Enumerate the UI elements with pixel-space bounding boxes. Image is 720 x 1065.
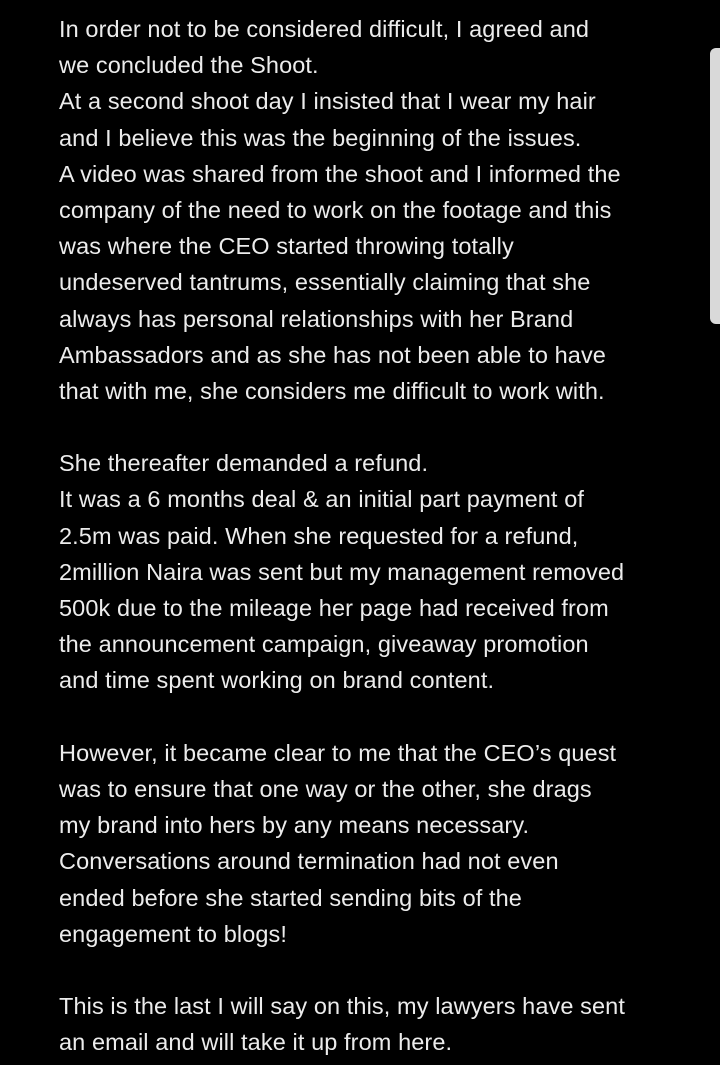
text-line: engagement to blogs!	[59, 920, 288, 947]
text-line: company of the need to work on the footage and this	[59, 196, 612, 223]
text-line: It was a 6 months deal & an initial part payment of	[59, 486, 584, 513]
text-line: Conversations around termination had not even	[59, 848, 559, 875]
text-line: 500k due to the mileage her page had received from	[59, 595, 609, 621]
text-line: and I believe this was the beginning of the issues.	[59, 124, 582, 151]
paragraph-4	[59, 988, 704, 1060]
text-line: 2.5m was paid. When she requested for a refund,	[59, 522, 579, 549]
text-line: Ambassadors and as she has not been able to have	[59, 341, 606, 368]
paragraph-1	[59, 11, 704, 409]
text-line: At a second shoot day I insisted that I wear my hair	[59, 88, 596, 115]
text-line: was where the CEO started throwing totally	[59, 233, 514, 260]
paragraph-spacer	[59, 699, 704, 735]
paragraph-spacer	[59, 409, 704, 445]
paragraph-3	[59, 735, 704, 952]
text-line: an email and will take it up from here.	[59, 1029, 453, 1056]
note-body[interactable]	[59, 11, 704, 1060]
paragraph-spacer	[59, 952, 704, 988]
text-line: This is the last I will say on this, my lawyers have sent	[59, 993, 625, 1020]
text-line: the announcement campaign, giveaway promotion	[59, 631, 589, 658]
text-line: 2million Naira was sent but my management removed	[59, 558, 625, 585]
text-line: ended before she started sending bits of the	[59, 884, 522, 911]
text-line: always has personal relationships with her Brand	[59, 305, 574, 332]
text-line: was to ensure that one way or the other, she drags	[59, 775, 592, 802]
text-line: undeserved tantrums, essentially claiming that she	[59, 269, 591, 296]
text-line: She thereafter demanded a refund.	[59, 450, 429, 477]
text-line: A video was shared from the shoot and I informed the	[59, 160, 621, 187]
paragraph-2	[59, 445, 704, 698]
text-line: my brand into hers by any means necessary.	[59, 812, 530, 839]
text-line: In order not to be considered difficult, I agreed and	[59, 16, 590, 42]
text-line: and time spent working on brand content.	[59, 667, 495, 694]
scrollbar-thumb[interactable]	[710, 48, 720, 324]
text-line: that with me, she considers me difficult to work with.	[59, 377, 605, 404]
text-line: However, it became clear to me that the CEO’s quest	[59, 739, 617, 766]
text-line: we concluded the Shoot.	[59, 52, 319, 79]
